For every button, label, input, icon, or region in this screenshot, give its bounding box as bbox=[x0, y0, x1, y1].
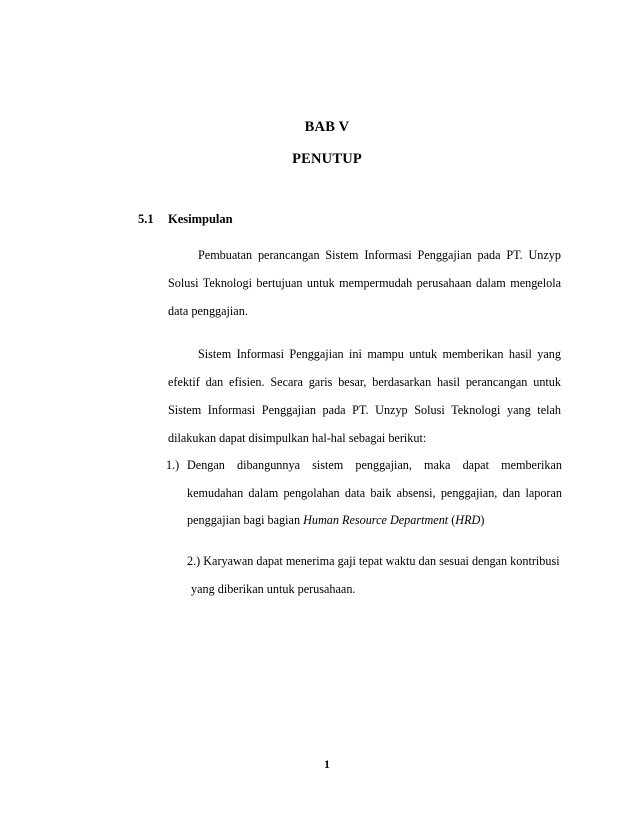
list-item-1-text bbox=[187, 452, 562, 535]
list-marker-2: 2.) bbox=[187, 554, 201, 568]
chapter-number: BAB V bbox=[304, 119, 350, 135]
list-item-2 bbox=[166, 548, 562, 608]
list-item-1-italic-abbrev: HRD bbox=[455, 513, 481, 527]
list-marker-1: 1.) bbox=[166, 458, 180, 472]
list-item-1-italic: Human Resource Department bbox=[303, 513, 449, 527]
list-item-2-text bbox=[166, 548, 562, 603]
paragraph-intro: Pembuatan perancangan Sistem Informasi Penggajian pada PT. Unzyp Solusi Teknologi bertujuan untuk mempermudah perusahaan dalam mengelola data penggajian. bbox=[168, 248, 561, 319]
paragraph-summary: Sistem Informasi Penggajian ini mampu untuk memberikan hasil yang efektif dan efisien. Secara garis besar, berdasarkan hasil perancangan untuk Sistem Informasi Penggajian pada PT. Unzyp Solusi Teknologi yang telah dilakukan dapat disimpulkan hal-hal sebagai berikut: bbox=[168, 347, 561, 446]
list-item-2-line2: yang diberikan untuk perusahaan. bbox=[191, 581, 356, 596]
list-item-1 bbox=[166, 452, 562, 542]
list-item-2-line1: Karyawan dapat menerima gaji tepat waktu dan sesuai dengan kontribusi bbox=[203, 554, 560, 568]
list-item-1-paren-close: ) bbox=[480, 513, 485, 527]
list-item-1-paren-open: ( bbox=[448, 513, 456, 527]
page-number: 1 bbox=[324, 759, 330, 771]
list-item-1-body: Dengan dibangunnya sistem penggajian, maka dapat memberikan kemudahan dalam pengolahan data baik absensi, penggajian, dan laporan penggajian bagi bagian bbox=[187, 458, 562, 527]
section-title: Kesimpulan bbox=[168, 212, 233, 226]
chapter-title: PENUTUP bbox=[292, 151, 362, 167]
section-number: 5.1 bbox=[138, 212, 154, 226]
